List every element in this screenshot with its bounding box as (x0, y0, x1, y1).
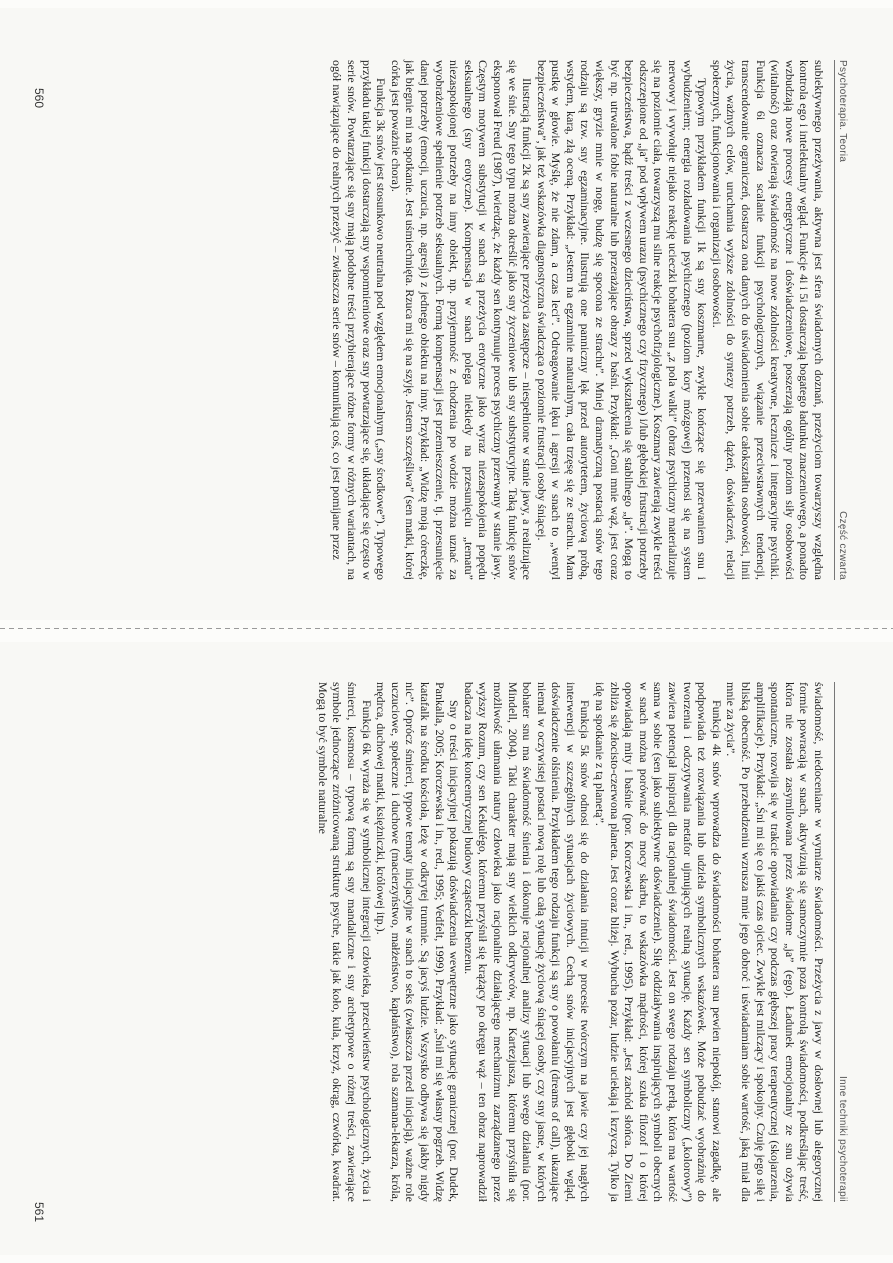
paragraph: Typowym przykładem funkcji 1k są sny koszmarne, zwykle kończące się przerwaniem snu i wybudzeniem; energia rozładowania psychicznego (poziom kory mózgowej) przenosi się na system nerwowy i wywołuje niejako reakcję ucieczki bohatera snu „z pola walki” (obraz psychiczny materializuje się na poziomie ciała, towarzyszą mu silne reakcje psychofizjologiczne). Koszmary zawierają zwykle treści odszczepione od „ja” pod wpływem urazu (psychicznego czy fizycznego) i/lub głębokiej frustracji potrzeby bezpieczeństwa, bądź treści z wczesnego dzieciństwa, sprzed wykształcenia się stabilnego „ja”. Mogą to być np. utrwalone fobie naturalne lub przerażające obrazy z baśni. Przykład: „Goni mnie wąż, jest coraz większy, gryzie mnie w nogę, budzę się spocona ze strachu”. Mniej dramatyczną postacią snów tego rodzaju są tzw. sny egzaminacyjne. Ilustrują one panniczny lęk przed autorytetem, życiową próbą, wstydem, karą, złą oceną. Przykład: „Jestem na egzaminie maturalnym, cała trzęsę się ze strachu. Mam pustkę w głowie. Myślę, że nie zdam, a czas leci”. Odreagowanie lęku i agresji w snach to „wentyl bezpieczeństwa”, jak też wskazówka diagnostyczna świadcząca o poziomie frustracji osoby śniącej. (534, 60, 710, 580)
running-header-left: Inne techniki psychoterapii (837, 1076, 848, 1202)
paragraph: Funkcja 3k snów jest stosunkowo neutralna pod względem emocjonalnym („sny środkowe”). Typowego przykładu takiej funkcji dostarczają sny wspomnieniowe oraz sny powtarzające się, układające się często w serie snów. Powtarzające się sny mają podobne treści przybierające różne formy w różnych wariantach, na ogół nawiązujące do realnych przeżyć – zwłaszcza serie snów – komunikują coś, co jest pomijane przez (330, 60, 389, 580)
running-header-right: Część czwarta (837, 511, 848, 580)
page-560 (0, 8, 893, 620)
running-header-560 (834, 60, 848, 580)
page-number-561: 561 (32, 1202, 46, 1223)
page-560-body (330, 60, 826, 580)
page-fold-divider (0, 628, 893, 629)
paragraph: Funkcja 4k snów wprowadza do świadomości bohatera snu pewien niepokój, stanowi zagadkę, ale podpowiada też rozwiązania lub udziela symbolicznych wskazówek. Może pobudzać wyobraźnię do tworzenia i odczytywania metafor ujmujących realną sytuację. Każdy sen symboliczny („kolorowy”) zawiera potencjał inspiracji dla racjonalnej świadomości. Jest on swego rodzaju perłą, która ma wartość sama w sobie (sen jako subiektywne doświadczenie). Siłę oddziaływania inspirujących symboli obecnych w snach można porównać do mocy skarbu, to wskazówka mądrości, której szuka filozof i o której opowiadają mity i baśnie (por. Korczewska i in., red., 1995). Przykład: „Jest zachód słońca. Do Ziemi zbliża się złocisto-czerwona planeta. Jest coraz bliżej. Wybucha pożar, ludzie uciekają i krzyczą. Tylko ja idę na spotkanie z tą planetą”. (593, 682, 724, 1202)
running-header-left: Psychoterapia. Teoria (837, 60, 848, 163)
page-561-column (315, 682, 848, 1202)
page-number-560: 560 (32, 88, 46, 109)
paragraph: Funkcja 6k wyraża się w symbolicznej integracji człowieka, przeciwieństw psychologicznych, życia i śmierci, kosmosu – typową formą są sny mandaliczne i sny archetypowe o różnej treści, zawierające symbole jednoczące zróżnicowaną strukturę psyche, takie jak koło, kula, krzyż, okrąg, czwórka, kwadrat. Mogą to być symbole naturalne (315, 682, 374, 1202)
paragraph: świadomość, niedoceniane w wymiarze świadomości. Przeżycia z jawy w dosłownej lub alegorycznej formie powracają w snach, aktywizują się samoczynnie poza kontrolą świadomości, podkreślając treść, która nie została zasymilowana przez świadome „ja” (ego). Ładunek emocjonalny ze snu ożywia spontaniczne, rozwija się w trakcie opowiadania czy podczas głębszej pracy terapeutycznej (skojarzenia, amplifikacje). Przykład: „Śni mi się co jakiś czas ojciec. Zwykle jest milczący i spokojny. Czuję jego siłę i bliską obecność. Po przebudzeniu wzrusza mnie jego dobroć i uświadamiam sobie wartość, jaką miał dla mnie za życia”. (724, 682, 826, 1202)
paragraph: subiektywnego przeżywania, aktywna jest sfera świadomych doznań, przeżyciom towarzyszy względna kontrola ego i intelektualny wgląd. Funkcje 4i i 5i dostarczają bogatego ładunku znaczeniowego, a ponadto wzbudzają nowe procesy energetyczne i doświadczeniowe, poszerzają ogólny poziom siły osobowości (witalność) oraz otwierają świadomość na nowe zdolności kreatywne, lecznicze i integracyjne psychiki. Funkcja 6i oznacza scalanie funkcji psychologicznych, wiązanie przeciwstawnych tendencji, transcendowanie ograniczeń, dostarcza ona danych do uświadomienia sobie całokształtu osobowości, linii życia, ważnych celów, uruchamia wyższe zdolności do syntezy potrzeb, dążeń, doświadczeń, relacji społecznych, funkcjonowania i organizacji osobowości. (709, 60, 826, 580)
page-561 (0, 642, 893, 1255)
paragraph: Funkcja 5k snów odnosi się do działania intuicji w procesie twórczym na jawie czy jej nagłych interwencji w szczególnych sytuacjach życiowych. Cechą snów inicjacyjnych jest głęboki wgląd, doświadczenie olśnienia. Przykładem tego rodzaju funkcji są sny o powołaniu (dreams of call), ukazujące niemal w oczywistej postaci nową rolę lub całą sytuację życiową śniącej osoby, czy sny jasne, w których bohater snu ma świadomość śnienia i dokonuje racjonalnej analizy sytuacji lub swego działania (por. Mindell, 2004). Taki charakter mają sny wielkich odkrywców, np. Kartezjusza, któremu przyśniła się możliwość ułamania natury człowieka jako racjonalnie działającego mechanizmu zarządzanego przez wyższy Rozum, czy sen Kekulégo, któremu przyśnił się krążący po okręgu wąż – ten obraz naprowadził badacza na ideę koncentrycznej budowy cząsteczki benzenu. (461, 682, 593, 1202)
page-561-body (315, 682, 826, 1202)
paragraph: Sny o treści inicjacyjnej pokazują doświadczenia wewnętrzne jako sytuację granicznej (por. Dudek, Pankalla, 2005; Korczewska i in., red., 1995; Vedfelt, 1999). Przykład: „Śnił mi się własny pogrzeb. Widzę katafalk na środku kościoła, leżę w odkrytej trumnie. Są jacyś ludzie. Wszystko odbywa się jakby nigdy nic”. Oprócz śmierci, typowe tematy inicjacyjne w snach to seks (zwłaszcza przed inicjacją), ważne role uczuciowe, społeczne i duchowe (macierzyństwo, małżeństwo, kapłaństwo), rola szamana-lekarza, króla, mędrca, duchowej matki, księżniczki, królowej itp.). (374, 682, 462, 1202)
running-header-561 (834, 682, 848, 1202)
page-560-column (330, 60, 848, 580)
paragraph: Ilustracją funkcji 2k są sny zawierające przeżycia zastępcze – niespełnione w stanie jawy, a realizujące się we śnie. Sny tego typu można określić jako sny życzeniowe lub sny substytucyjne. Taką funkcję snów eksponował Freud (1987), twierdząc, że każdy sen kontynuuje proces psychiczny przerwany w stanie jawy. Częstym motywem substytucji w snach są przeżycia erotyczne jako wyraz niezaspokojenia popędu seksualnego (sny erotyczne). Kompensacja w snach polega niekiedy na przesunięciu „tematu” niezaspokojonej potrzeby na inny obiekt, np. przyjemność z chodzenia po wodzie można uznać za wyobrażeniowe spełnienie potrzeb seksualnych. Formą kompensacji jest przemieszczenie, tj. przesunięcie danej potrzeby (emocji, uczucia, np. agresji) z jednego obiektu na inny. Przykład: „Widzę moją córeczkę, jak biegnie mi na spotkanie. Jest uśmiechnięta. Rzuca mi się na szyję. Jestem szczęśliwa” (sen matki, której córka jest poważnie chora). (388, 60, 535, 580)
